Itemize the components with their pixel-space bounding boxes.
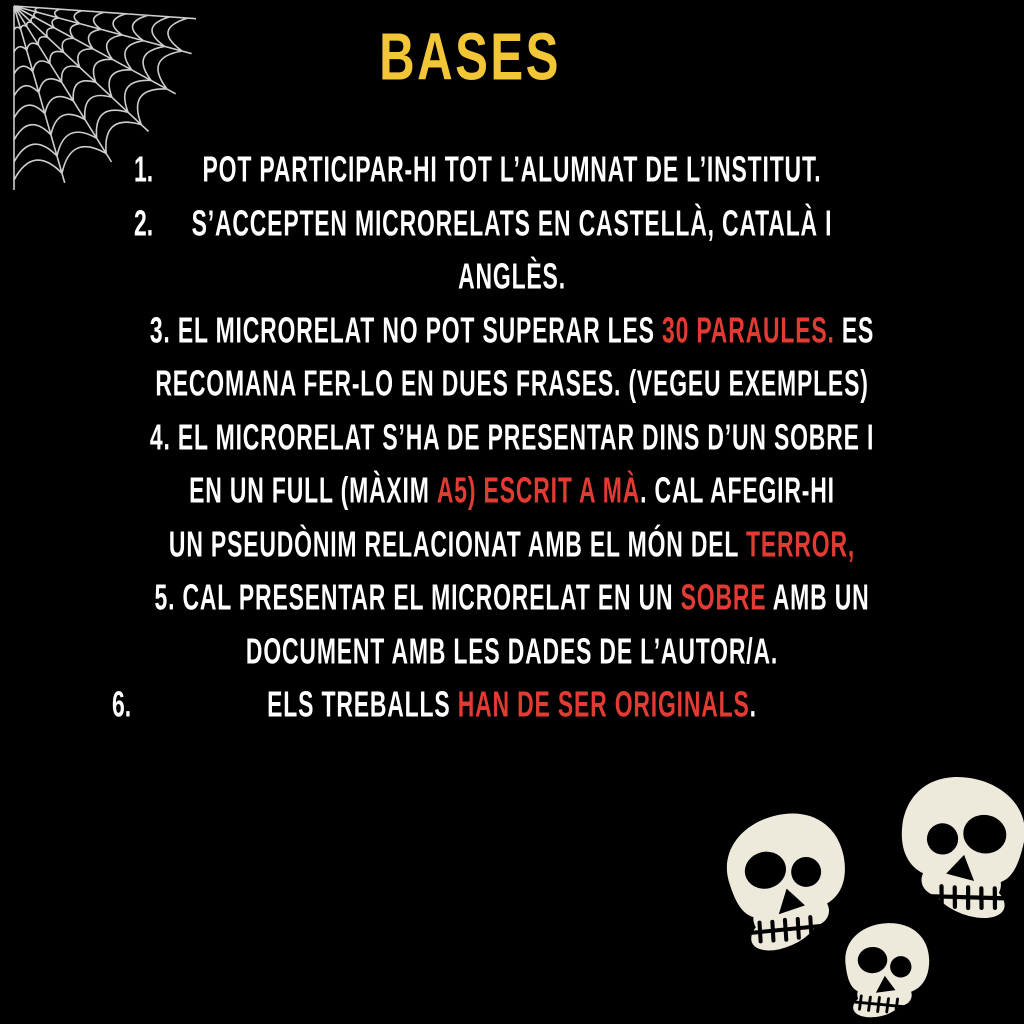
text-segment: DOCUMENT AMB LES DADES DE L’AUTOR/A. [245,630,779,671]
text-segment: ANGLÈS. [458,256,566,296]
rule-item-3 [102,304,922,411]
skulls-group [700,768,1024,1024]
text-segment: . CAL AFEGIR-HI [640,470,835,510]
rule-item-4 [102,411,922,572]
rule-item-6 [102,678,922,732]
rule-item-5 [102,571,922,678]
skull-icon [843,921,932,1022]
rule-item-2 [102,197,922,304]
text-segment: RECOMANA FER-LO EN DUES FRASES. (VEGEU EXEMPLES) [155,363,869,403]
text-segment: 5. CAL PRESENTAR EL MICRORELAT EN UN [154,577,681,617]
text-segment: ELS TREBALLS [267,684,458,724]
rule-number: 2. [134,203,154,243]
page-title: BASES [379,18,561,95]
text-segment: SOBRE [680,577,767,617]
rules-list [102,143,922,732]
text-segment: 3. EL MICRORELAT NO POT SUPERAR LES [149,309,662,350]
rule-line [176,671,848,739]
text-segment: S’ACCEPTEN MICRORELATS EN CASTELLÀ, CATALÀ I [191,202,833,243]
text-segment: 30 PARAULES. [661,309,835,350]
text-segment: UN PSEUDÒNIM RELACIONAT AMB EL MÓN DEL [168,523,747,564]
rule-number: 1. [134,149,154,190]
rule-item-1 [102,143,922,197]
text-segment: . [749,684,757,724]
text-segment: POT PARTICIPAR-HI TOT L’ALUMNAT DE L’INSTITUT. [202,149,822,189]
text-segment: AMB UN [766,577,870,617]
skull-icon [888,768,1024,929]
text-segment: HAN DE SER ORIGINALS [457,684,750,724]
text-segment: TERROR, [746,523,856,564]
text-segment: EN UN FULL (MÀXIM [189,470,437,510]
text-segment: ES [834,309,875,350]
skull-icon [716,802,863,962]
text-segment: A5) ESCRIT A MÀ [436,470,641,510]
rule-number: 6. [112,684,132,725]
text-segment: 4. EL MICRORELAT S’HA DE PRESENTAR DINS D’UN SOBRE I [149,416,875,457]
